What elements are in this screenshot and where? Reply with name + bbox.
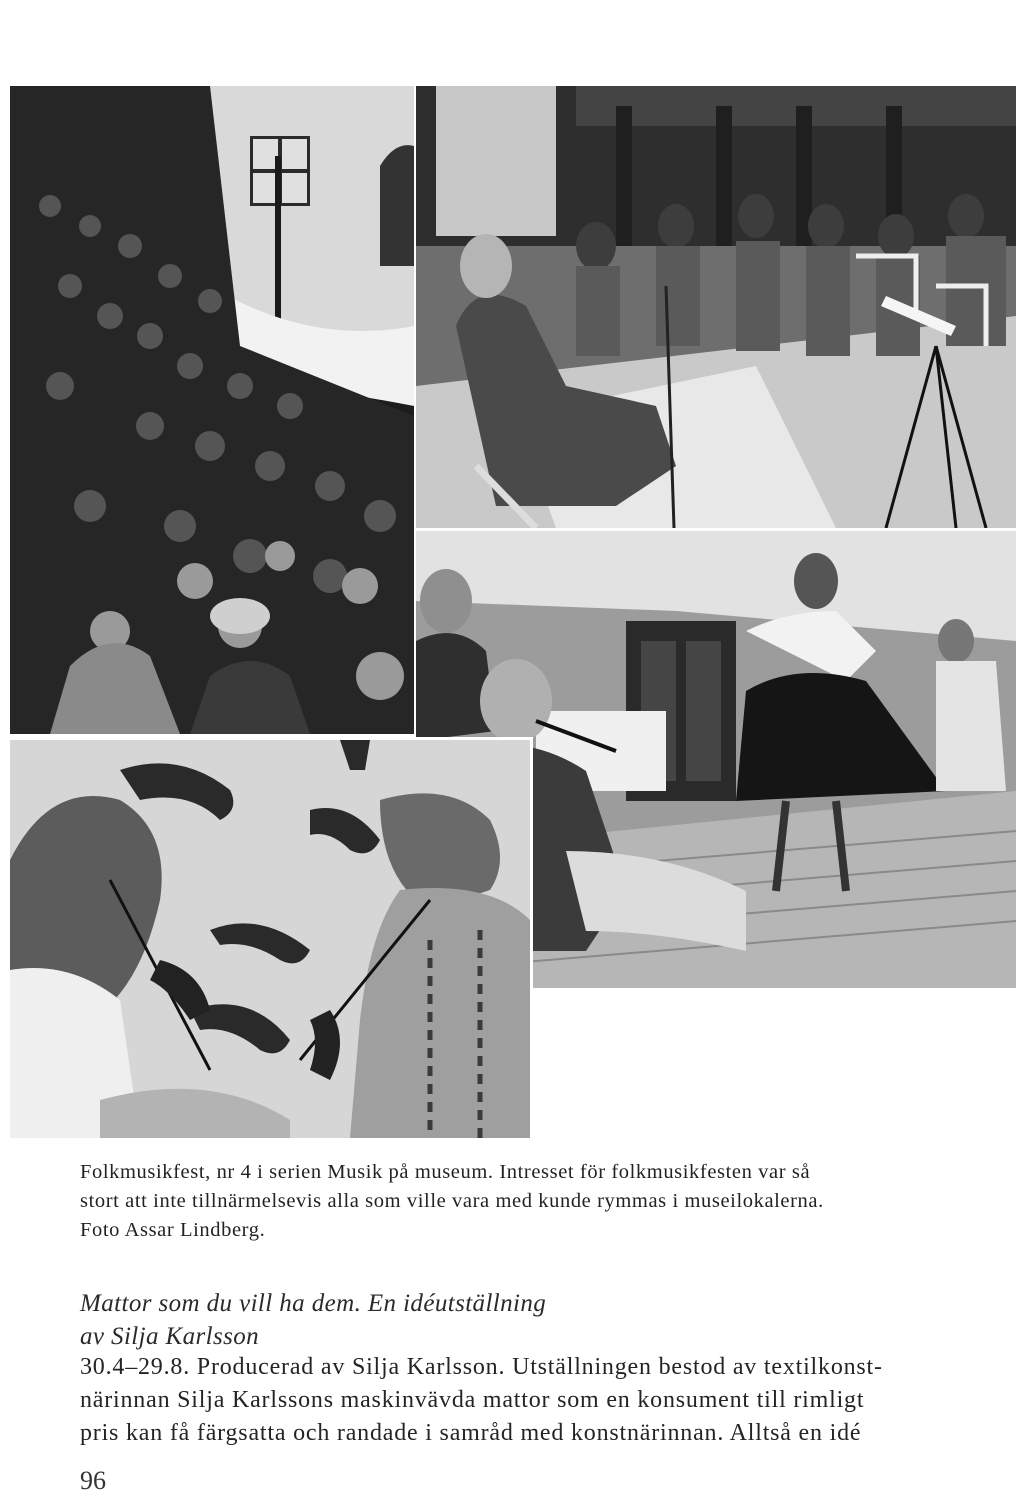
page-number: 96: [80, 1466, 106, 1495]
body-line: närinnan Silja Karlssons maskinvävda mattor som en konsument till rimligt: [80, 1387, 865, 1413]
photo-fiddlers: [10, 737, 533, 1138]
body-line: pris kan få färgsatta och randade i samråd med konstnärinnan. Alltså en idé: [80, 1420, 862, 1446]
section-title-line: av Silja Karlsson: [80, 1323, 260, 1350]
photo-listening: [416, 86, 1016, 528]
section-title-line: Mattor som du vill ha dem. En idéutställning: [80, 1290, 547, 1317]
section-title: [80, 1287, 960, 1353]
caption-line: Folkmusikfest, nr 4 i serien Musik på museum. Intresset för folkmusikfesten var så: [80, 1161, 811, 1183]
photo-caption: [80, 1158, 950, 1245]
body-paragraph: [80, 1351, 952, 1450]
caption-line: stort att inte tillnärmelsevis alla som ville vara med kunde rymmas i museilokalerna.: [80, 1190, 824, 1212]
caption-line: Foto Assar Lindberg.: [80, 1219, 266, 1241]
body-line: 30.4–29.8. Producerad av Silja Karlsson. Utställningen bestod av textilkonst-: [80, 1354, 883, 1380]
photo-crowd: [10, 86, 414, 734]
